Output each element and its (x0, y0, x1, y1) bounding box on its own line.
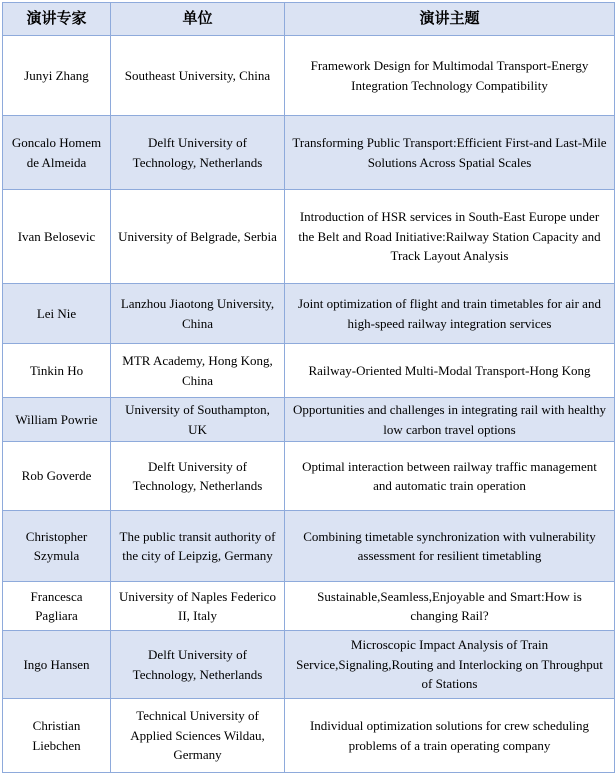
header-cell-affiliation: 单位 (111, 3, 285, 36)
header-cell-speaker: 演讲专家 (3, 3, 111, 36)
topic-cell: Transforming Public Transport:Efficient First-and Last-Mile Solutions Across Spatial Scales (285, 116, 615, 190)
speaker-cell: Lei Nie (3, 284, 111, 344)
topic-cell: Framework Design for Multimodal Transport-Energy Integration Technology Compatibility (285, 36, 615, 116)
header-row (3, 3, 615, 36)
topic-cell: Opportunities and challenges in integrating rail with healthy low carbon travel options (285, 398, 615, 442)
affiliation-cell: Delft University of Technology, Netherlands (111, 116, 285, 190)
affiliation-cell: Delft University of Technology, Netherlands (111, 442, 285, 511)
table-row (3, 398, 615, 442)
affiliation-cell: The public transit authority of the city of Leipzig, Germany (111, 511, 285, 582)
topic-cell: Combining timetable synchronization with vulnerability assessment for resilient timetabling (285, 511, 615, 582)
table-row (3, 582, 615, 631)
affiliation-cell: Technical University of Applied Sciences Wildau, Germany (111, 699, 285, 773)
affiliation-cell: Lanzhou Jiaotong University, China (111, 284, 285, 344)
speaker-cell: William Powrie (3, 398, 111, 442)
topic-cell: Joint optimization of flight and train timetables for air and high-speed railway integration services (285, 284, 615, 344)
table-row (3, 190, 615, 284)
speaker-cell: Francesca Pagliara (3, 582, 111, 631)
speaker-cell: Christopher Szymula (3, 511, 111, 582)
topic-cell: Microscopic Impact Analysis of Train Service,Signaling,Routing and Interlocking on Throughput of Stations (285, 631, 615, 699)
topic-cell: Sustainable,Seamless,Enjoyable and Smart:How is changing Rail? (285, 582, 615, 631)
table-row (3, 442, 615, 511)
affiliation-cell: University of Southampton, UK (111, 398, 285, 442)
speaker-cell: Ingo Hansen (3, 631, 111, 699)
topic-cell: Individual optimization solutions for crew scheduling problems of a train operating company (285, 699, 615, 773)
topic-cell: Railway-Oriented Multi-Modal Transport-Hong Kong (285, 344, 615, 398)
speaker-cell: Ivan Belosevic (3, 190, 111, 284)
speaker-cell: Rob Goverde (3, 442, 111, 511)
table-body (3, 36, 615, 773)
table-row (3, 36, 615, 116)
table-header (3, 3, 615, 36)
affiliation-cell: Southeast University, China (111, 36, 285, 116)
table-row (3, 699, 615, 773)
table-row (3, 284, 615, 344)
table-row (3, 344, 615, 398)
header-cell-topic: 演讲主题 (285, 3, 615, 36)
table-row (3, 511, 615, 582)
affiliation-cell: University of Belgrade, Serbia (111, 190, 285, 284)
affiliation-cell: MTR Academy, Hong Kong, China (111, 344, 285, 398)
table-row (3, 116, 615, 190)
speaker-cell: Junyi Zhang (3, 36, 111, 116)
speakers-table (2, 2, 615, 773)
topic-cell: Introduction of HSR services in South-East Europe under the Belt and Road Initiative:Railway Station Capacity and Track Layout Analysis (285, 190, 615, 284)
speaker-cell: Tinkin Ho (3, 344, 111, 398)
affiliation-cell: University of Naples Federico II, Italy (111, 582, 285, 631)
speaker-cell: Christian Liebchen (3, 699, 111, 773)
speaker-cell: Goncalo Homem de Almeida (3, 116, 111, 190)
topic-cell: Optimal interaction between railway traffic management and automatic train operation (285, 442, 615, 511)
affiliation-cell: Delft University of Technology, Netherlands (111, 631, 285, 699)
table-row (3, 631, 615, 699)
